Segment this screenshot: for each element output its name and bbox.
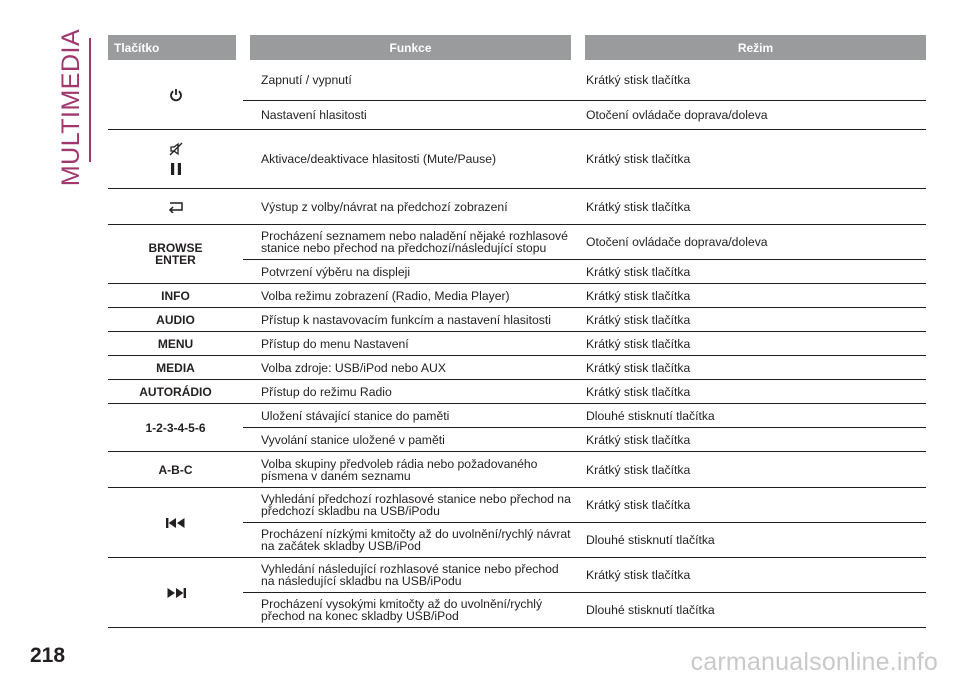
mode-cell: Dlouhé stisknutí tlačítka bbox=[578, 404, 926, 428]
watermark: carmanualsonline.info bbox=[690, 648, 938, 676]
table-row bbox=[108, 488, 926, 523]
key-cell-presets: 1-2-3-4-5-6 bbox=[108, 404, 243, 452]
controls-table bbox=[108, 35, 926, 628]
mute-icon bbox=[114, 142, 237, 156]
mode-cell: Krátký stisk tlačítka bbox=[578, 488, 926, 523]
mode-cell: Krátký stisk tlačítka bbox=[578, 356, 926, 380]
mode-cell: Krátký stisk tlačítka bbox=[578, 260, 926, 284]
function-cell: Procházení seznamem nebo naladění nějaké rozhlasové stanice nebo přechod na předchozí/následující stopu bbox=[243, 225, 578, 260]
function-cell: Vyvolání stanice uložené v paměti bbox=[243, 428, 578, 452]
header-button: Tlačítko bbox=[108, 35, 243, 60]
table-row bbox=[108, 225, 926, 260]
mode-cell: Krátký stisk tlačítka bbox=[578, 189, 926, 225]
section-title-text: MULTIMEDIA bbox=[57, 28, 86, 187]
function-cell: Zapnutí / vypnutí bbox=[243, 60, 578, 101]
mode-cell: Krátký stisk tlačítka bbox=[578, 60, 926, 101]
key-cell-audio: AUDIO bbox=[108, 308, 243, 332]
key-cell-browse: BROWSE ENTER bbox=[108, 225, 243, 284]
section-title bbox=[52, 28, 92, 187]
mode-cell: Krátký stisk tlačítka bbox=[578, 332, 926, 356]
mode-cell: Krátký stisk tlačítka bbox=[578, 308, 926, 332]
key-cell-abc: A-B-C bbox=[108, 452, 243, 488]
table-row bbox=[108, 284, 926, 308]
mode-cell: Krátký stisk tlačítka bbox=[578, 452, 926, 488]
key-cell-menu: MENU bbox=[108, 332, 243, 356]
back-arrow-icon bbox=[114, 201, 237, 213]
function-cell: Procházení nízkými kmitočty až do uvolnění/rychlý návrat na začátek skladby USB/iPod bbox=[243, 523, 578, 558]
function-cell: Výstup z volby/návrat na předchozí zobrazení bbox=[243, 189, 578, 225]
table-row bbox=[108, 332, 926, 356]
table-row bbox=[108, 130, 926, 189]
key-cell-prev bbox=[108, 488, 243, 558]
table-row bbox=[108, 404, 926, 428]
key-cell-media: MEDIA bbox=[108, 356, 243, 380]
key-cell-next bbox=[108, 558, 243, 628]
mode-cell: Dlouhé stisknutí tlačítka bbox=[578, 593, 926, 628]
mode-cell: Dlouhé stisknutí tlačítka bbox=[578, 523, 926, 558]
previous-track-icon bbox=[114, 517, 237, 529]
function-cell: Vyhledání následující rozhlasové stanice nebo přechod na následující skladbu na USB/iPodu bbox=[243, 558, 578, 593]
function-cell: Aktivace/deaktivace hlasitosti (Mute/Pause) bbox=[243, 130, 578, 189]
key-cell-mute bbox=[108, 130, 243, 189]
section-rule bbox=[89, 38, 91, 162]
table-row bbox=[108, 452, 926, 488]
function-cell: Přístup do režimu Radio bbox=[243, 380, 578, 404]
pause-icon bbox=[114, 162, 237, 176]
mode-cell: Otočení ovládače doprava/doleva bbox=[578, 225, 926, 260]
key-cell-autoradio: AUTORÁDIO bbox=[108, 380, 243, 404]
function-cell: Přístup k nastavovacím funkcím a nastavení hlasitosti bbox=[243, 308, 578, 332]
mode-cell: Krátký stisk tlačítka bbox=[578, 380, 926, 404]
function-cell: Procházení vysokými kmitočty až do uvolnění/rychlý přechod na konec skladby USB/iPod bbox=[243, 593, 578, 628]
mode-cell: Krátký stisk tlačítka bbox=[578, 428, 926, 452]
key-cell-info: INFO bbox=[108, 284, 243, 308]
function-cell: Vyhledání předchozí rozhlasové stanice nebo přechod na předchozí skladbu na USB/iPodu bbox=[243, 488, 578, 523]
mode-cell: Otočení ovládače doprava/doleva bbox=[578, 101, 926, 130]
table-row bbox=[108, 356, 926, 380]
table-row bbox=[108, 60, 926, 101]
function-cell: Volba skupiny předvoleb rádia nebo požadovaného písmena v daném seznamu bbox=[243, 452, 578, 488]
mode-cell: Krátký stisk tlačítka bbox=[578, 558, 926, 593]
function-cell: Potvrzení výběru na displeji bbox=[243, 260, 578, 284]
function-cell: Nastavení hlasitosti bbox=[243, 101, 578, 130]
page-number: 218 bbox=[30, 644, 66, 667]
mode-cell: Krátký stisk tlačítka bbox=[578, 130, 926, 189]
table-row bbox=[108, 189, 926, 225]
function-cell: Volba zdroje: USB/iPod nebo AUX bbox=[243, 356, 578, 380]
function-cell: Volba režimu zobrazení (Radio, Media Player) bbox=[243, 284, 578, 308]
power-icon bbox=[114, 88, 237, 102]
function-cell: Přístup do menu Nastavení bbox=[243, 332, 578, 356]
key-cell-power bbox=[108, 60, 243, 130]
header-function: Funkce bbox=[243, 35, 578, 60]
table-header-row bbox=[108, 35, 926, 60]
table-row bbox=[108, 380, 926, 404]
table-row bbox=[108, 558, 926, 593]
mode-cell: Krátký stisk tlačítka bbox=[578, 284, 926, 308]
next-track-icon bbox=[114, 587, 237, 599]
table-row bbox=[108, 308, 926, 332]
function-cell: Uložení stávající stanice do paměti bbox=[243, 404, 578, 428]
key-cell-back bbox=[108, 189, 243, 225]
header-mode: Režim bbox=[578, 35, 926, 60]
